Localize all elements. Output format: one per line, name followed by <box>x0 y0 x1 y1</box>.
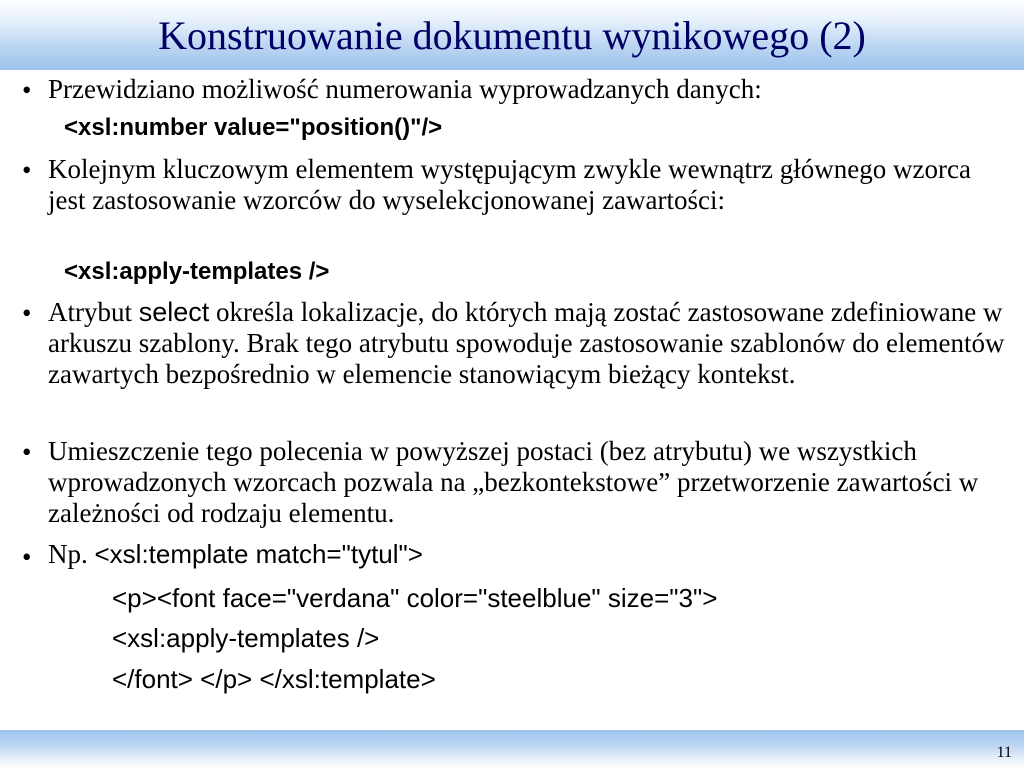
bullet-text-5-prefix: Np. <box>48 539 95 569</box>
footer-bar <box>0 730 1024 768</box>
code-number: <xsl:number value="position()"/> <box>64 114 443 141</box>
bullet-text-3 <box>48 297 1008 390</box>
bullet-marker: • <box>22 155 32 185</box>
bullet-text-2: Kolejnym kluczowym elementem występującym zwykle wewnątrz głównego wzorca jest zastosowanie wzorców do wyselekcjonowanej zawartości: <box>48 154 971 215</box>
bullet-text-4: Umieszczenie tego polecenia w powyższej postaci (bez atrybutu) we wszystkich wprowadzonych wzorcach pozwala na „bezkontekstowe” przetworzenie zawartości w zależności od rodzaju elementu. <box>48 436 979 528</box>
bullet-text-3-after: określa lokalizacje, do których mają zostać zastosowane zdefiniowane w arkuszu szablony. Brak tego atrybutu spowoduje zastosowanie szablonów do elementów zawartych bezpośrednio w elemencie stanowiącym bieżący kontekst. <box>48 297 1005 389</box>
code-apply-templates: <xsl:apply-templates /> <box>64 258 330 285</box>
bullet-text-5 <box>48 539 1008 570</box>
page-number: 11 <box>996 744 1012 761</box>
bullet-text-1: Przewidziano możliwość numerowania wyprowadzanych danych: <box>48 74 762 104</box>
code-line-2: <xsl:apply-templates /> <box>112 623 380 653</box>
bullet-marker: • <box>22 75 32 105</box>
bullet-text-3-before: Atrybut <box>48 297 139 327</box>
bullet-marker: • <box>22 298 32 328</box>
code-template-open: <xsl:template match="tytul"> <box>94 539 423 569</box>
code-line-3: </font> </p> </xsl:template> <box>112 664 436 694</box>
select-keyword: select <box>138 297 210 327</box>
slide-title: Konstruowanie dokumentu wynikowego (2) <box>158 13 866 58</box>
bullet-marker: • <box>22 437 32 467</box>
bullet-marker: • <box>22 542 32 572</box>
code-line-1: <p><font face="verdana" color="steelblue" size="3"> <box>112 583 718 613</box>
